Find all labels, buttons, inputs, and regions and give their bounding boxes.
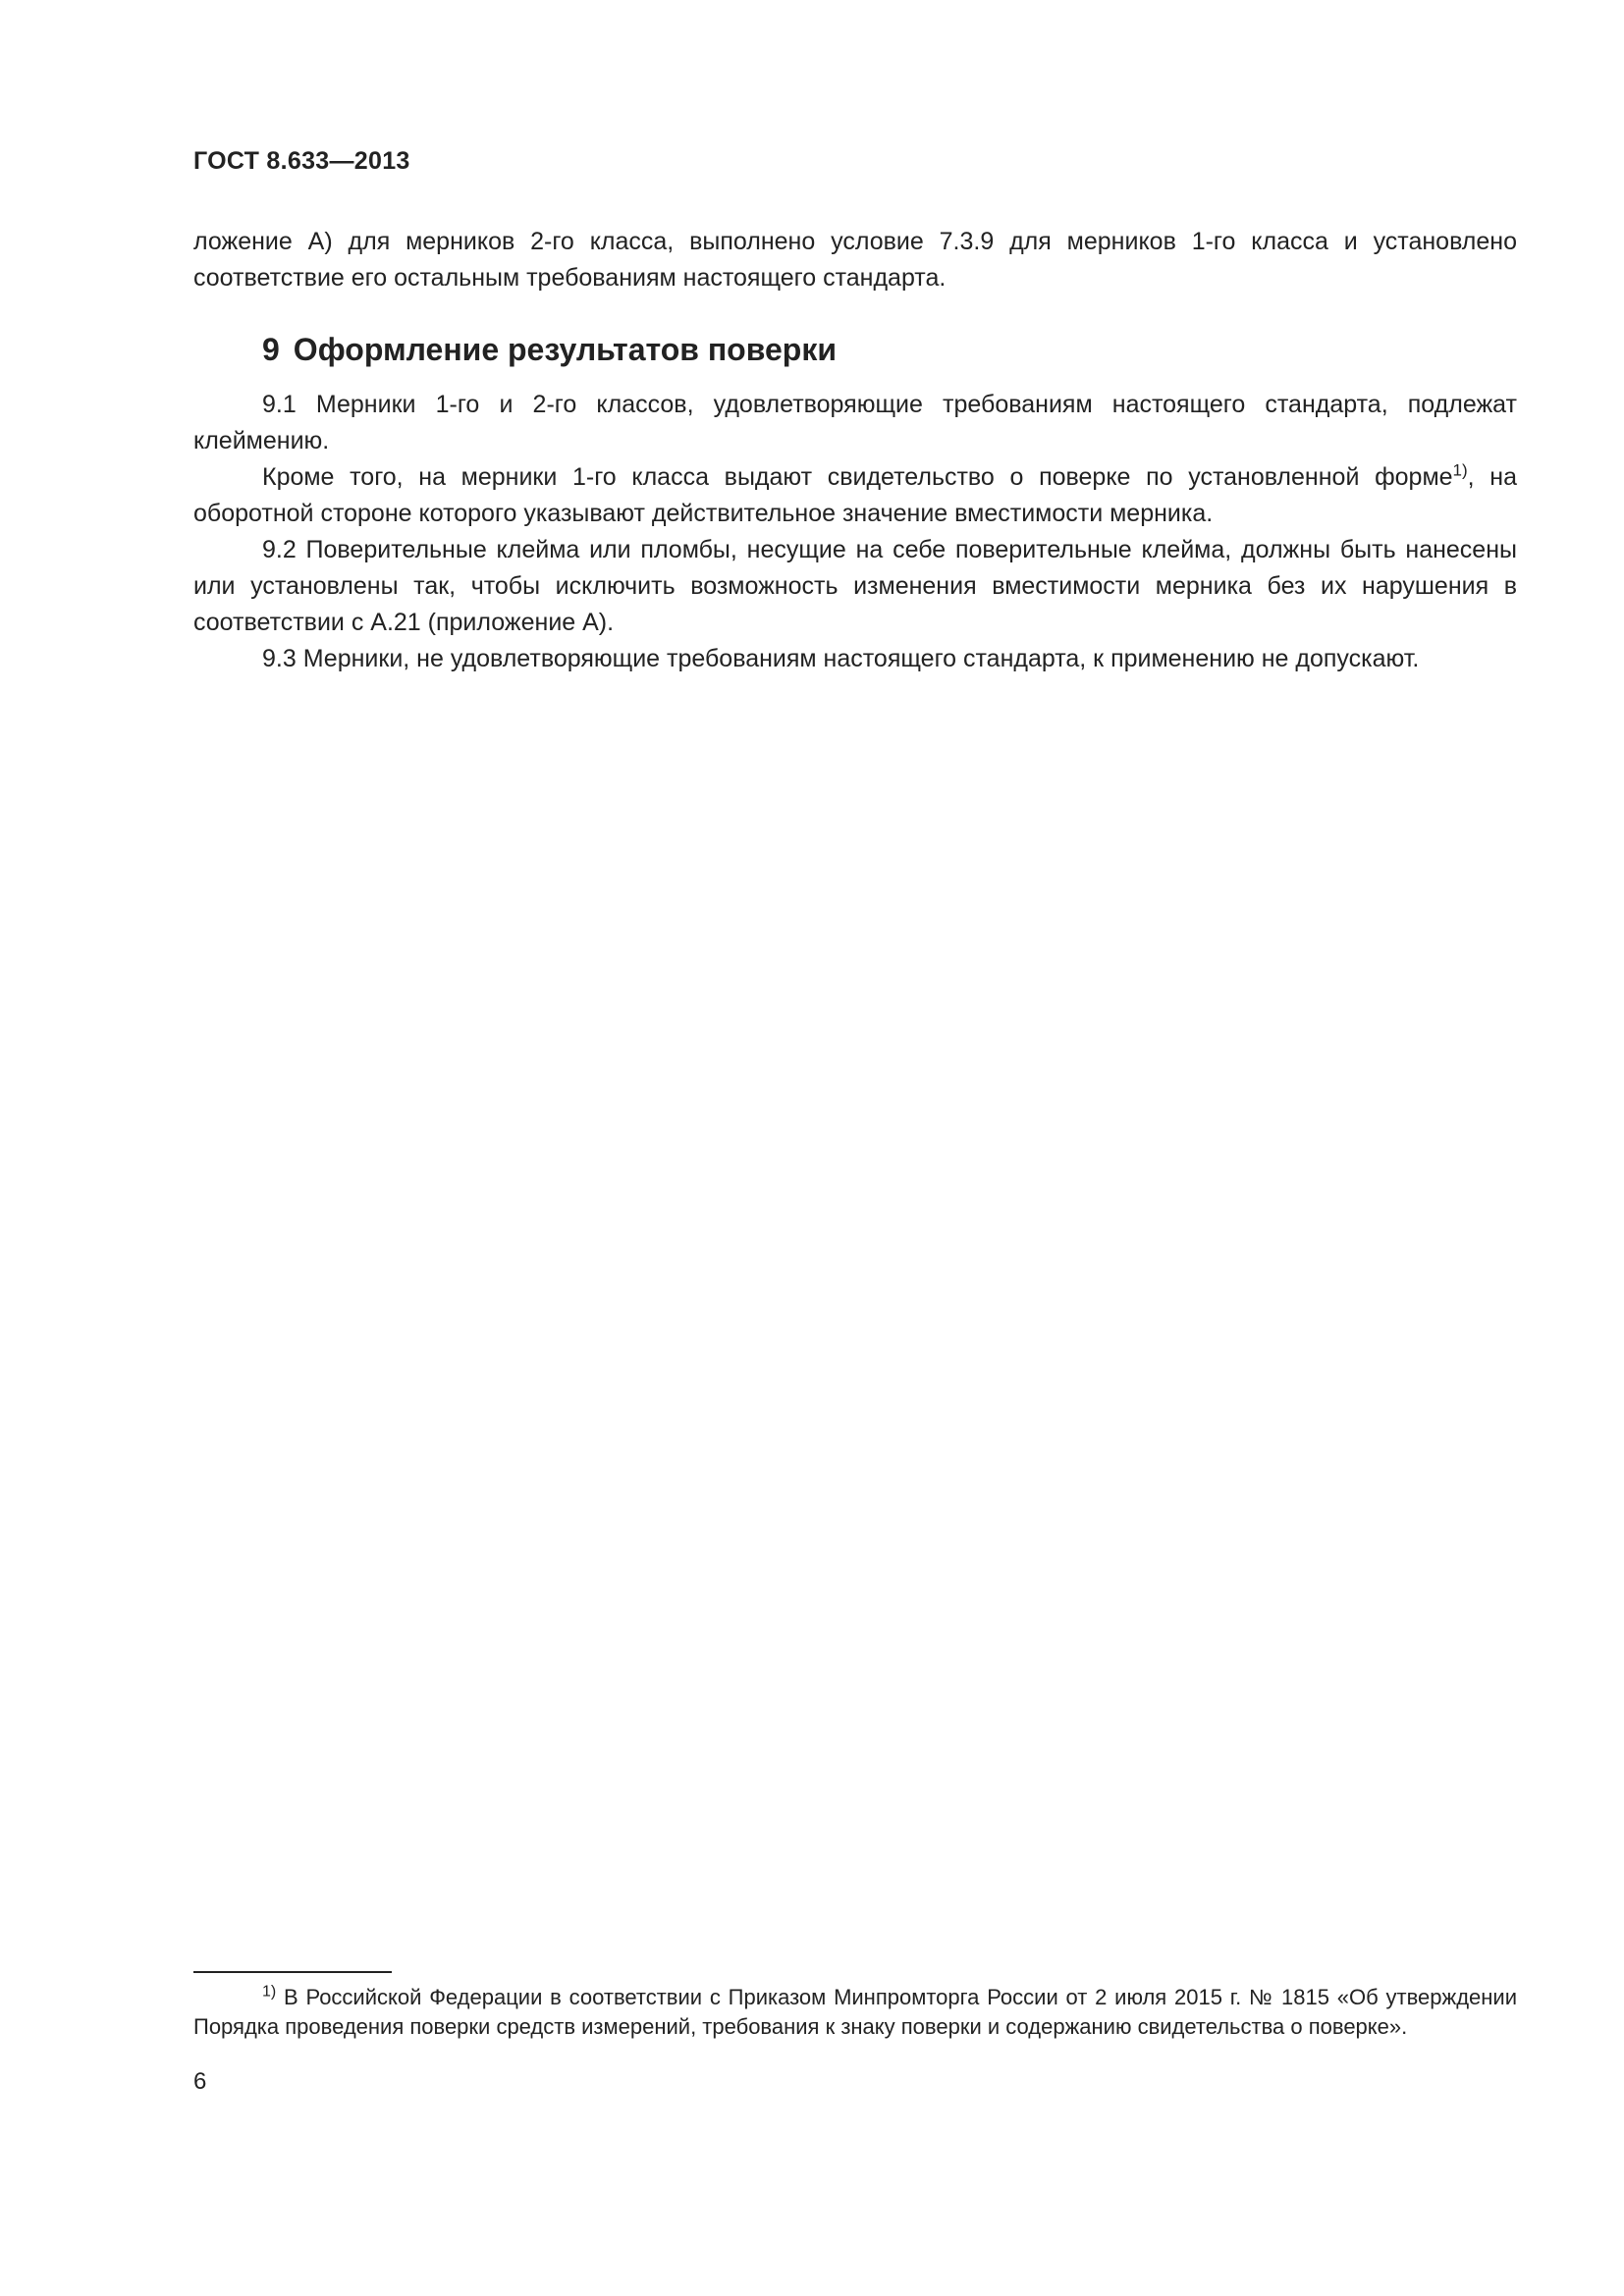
footnote xyxy=(193,1983,1517,2042)
footnote-reference: 1) xyxy=(1452,460,1468,480)
section-heading xyxy=(193,330,1517,369)
clause-9-1: 9.1 Мерники 1-го и 2-го классов, удовлетворяющие требованиям настоящего стандарта, подлежат клеймению. xyxy=(193,391,1517,454)
clause-9-2: 9.2 Поверительные клейма или пломбы, несущие на себе поверительные клейма, должны быть нанесены или установлены так, чтобы исключить возможность изменения вместимости мерника без их нарушения в соответствии с А.21 (приложение А). xyxy=(193,536,1517,636)
document-header: ГОСТ 8.633—2013 xyxy=(193,147,410,175)
clause-9-1-certificate xyxy=(193,459,1517,532)
continuation-paragraph: ложение А) для мерников 2-го класса, выполнено условие 7.3.9 для мерников 1-го класса и установлено соответствие его остальным требованиям настоящего стандарта. xyxy=(193,228,1517,292)
clause-9-3: 9.3 Мерники, не удовлетворяющие требованиям настоящего стандарта, к применению не допускают. xyxy=(262,645,1420,672)
main-content xyxy=(193,224,1517,677)
certificate-text: Кроме того, на мерники 1-го класса выдают свидетельство о поверке по установленной форме xyxy=(262,463,1453,491)
page-number: 6 xyxy=(193,2068,207,2095)
footnote-divider xyxy=(193,1971,392,1973)
section-number: 9 xyxy=(262,332,280,367)
certificate-text-continued: , на оборотной стороне которого указывают действительное значение вместимости мерника. xyxy=(193,463,1517,527)
section-title: Оформление результатов поверки xyxy=(293,332,837,367)
footnote-marker: 1) xyxy=(262,1983,277,2001)
footnote-text: В Российской Федерации в соответствии с Приказом Минпромторга России от 2 июля 2015 г. № 1815 «Об утверждении Порядка проведения поверки средств измерений, требования к знаку поверки и содержанию свидетельства о поверке». xyxy=(193,1985,1517,2039)
